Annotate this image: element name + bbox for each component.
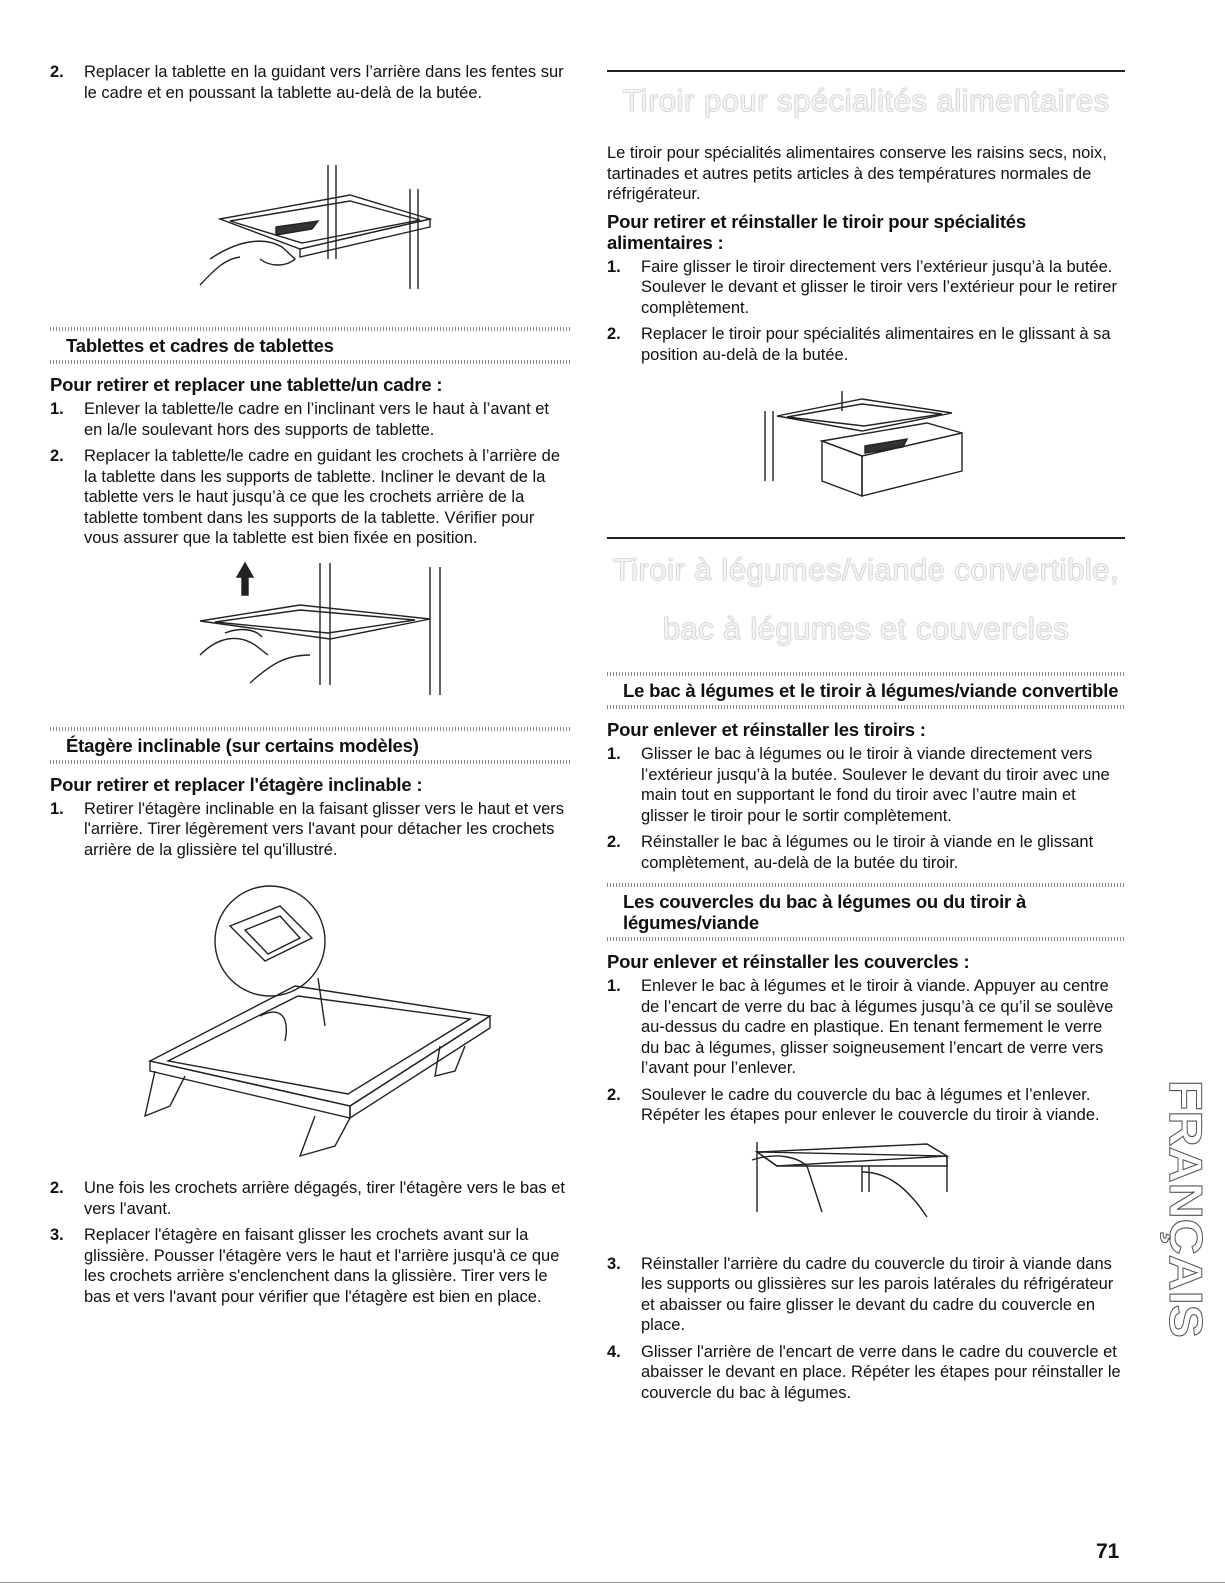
step-text: Réinstaller le bac à légumes ou le tiroir à viande en le glissant complètement, au-delà de la butée du tiroir. [641,833,1094,872]
tilt-subheading: Étagère inclinable (sur certains modèles) [66,734,419,756]
step-number: 4. [607,1342,621,1361]
list-item [607,1085,1125,1126]
step-number: 1. [50,400,64,418]
section-rule [607,70,1125,72]
shelf-tilt-illustration [50,555,570,705]
list-item [607,744,1125,826]
covers-procedure-heading: Pour enlever et réinstaller les couvercles : [607,951,970,973]
crisper-cover-illustration [607,1132,1125,1242]
section-rule [607,537,1125,539]
crisper-section-title-line2: bac à légumes et couvercles [662,611,1070,647]
step-number: 1. [607,745,621,764]
list-item [607,324,1125,365]
tilt-shelf-illustration [50,866,570,1166]
shelves-subheading: Tablettes et cadres de tablettes [66,335,334,356]
page-bottom-rule [0,1582,1225,1583]
step-number: 1. [50,799,64,818]
specialty-procedure-heading: Pour retirer et réinstaller le tiroir pour spécialités alimentaires : [607,210,1026,253]
step-number: 2. [607,1085,621,1104]
list-item [607,257,1125,319]
covers-step-list-b [607,1254,1125,1404]
hatch-divider [50,360,570,364]
step-text: Une fois les crochets arrière dégagés, tirer l'étagère vers le bas et vers l'avant. [84,1179,565,1218]
step-text: Replacer la tablette/le cadre en guidant les crochets à l’arrière de la tablette dans les supports de tablette. Incliner le devant de la tablette vers le haut jusqu’à ce que les crochets arrière de la tablette tombent dans les supports de la tablette. Vérifier pour vous assurer que la tablette est bien fixée en position. [84,447,561,547]
tilt-step-list-a [50,799,570,861]
list-item [607,1342,1125,1404]
left-column [50,62,570,1313]
step-number: 2. [607,325,621,344]
shelves-subheading-block [50,327,570,364]
step-text: Glisser le bac à légumes ou le tiroir à viande directement vers l’extérieur jusqu’à la butée. Soulever le devant du tiroir avec une main tout en supportant le fond du tiroir avec l’autre main et glisser le tiroir pour le sortir complètement. [641,745,1110,825]
step-number: 3. [607,1254,621,1273]
drawers-step-list [607,744,1125,873]
page-number: 71 [1096,1540,1120,1563]
step-number: 3. [50,1226,64,1244]
covers-subheading-block [607,883,1125,941]
step-text: Enlever le bac à légumes et le tiroir à viande. Appuyer au centre de l’encart de verre du bac à légumes jusqu’à ce qu’il se soulève au-dessus du cadre en plastique. En tenant fermement le verre du bac à légumes, glisser soigneusement l’encart de verre vers l’avant pour l’enlever. [641,977,1114,1078]
list-item [50,1225,570,1307]
list-item [50,1178,570,1219]
shelves-step-list [50,399,570,549]
step-text: Glisser l'arrière de l'encart de verre dans le cadre du couvercle et abaisser le devant en place. Répéter les étapes pour réinstaller le couvercle du bac à légumes. [641,1342,1121,1402]
list-item [50,399,570,440]
drawers-subheading: Le bac à légumes et le tiroir à légumes/viande convertible [623,680,1119,702]
list-item [50,62,570,103]
covers-step-list-a [607,976,1125,1126]
tilt-subheading-block [50,727,570,764]
tilt-procedure-heading: Pour retirer et replacer l'étagère inclinable : [50,773,423,795]
drawers-subheading-block [607,672,1125,709]
hatch-divider [607,937,1125,941]
list-item [607,976,1125,1079]
list-item [607,832,1125,873]
crisper-section-title-line1: Tiroir à légumes/viande convertible, [612,551,1120,587]
shelves-procedure-heading: Pour retirer et replacer une tablette/un cadre : [50,374,443,395]
step-text: Replacer le tiroir pour spécialités alimentaires en le glissant à sa position au-delà de la butée. [641,325,1111,364]
step-text: Retirer l'étagère inclinable en la faisant glisser vers le haut et vers l'arrière. Tirer légèrement vers l'avant pour détacher les crochets arrière de la glissière tel qu'illustré. [84,799,565,859]
right-column [607,70,1125,1409]
specialty-intro: Le tiroir pour spécialités alimentaires conserve les raisins secs, noix, tartinades et autres petits articles à des températures normales de réfrigérateur. [607,144,1107,204]
step-number: 2. [607,833,621,852]
language-side-tab [1152,1080,1212,1340]
specialty-step-list [607,257,1125,366]
step-text: Soulever le cadre du couvercle du bac à légumes et l’enlever. Répéter les étapes pour enlever le couvercle du tiroir à viande. [641,1085,1100,1125]
step-text: Enlever la tablette/le cadre en l’inclinant vers le haut à l’avant et en la/le soulevant hors des supports de tablette. [84,400,550,439]
intro-step-list [50,62,570,103]
covers-subheading: Les couvercles du bac à légumes ou du tiroir à légumes/viande [623,891,1027,934]
specialty-section-title: Tiroir pour spécialités alimentaires [622,82,1110,118]
specialty-drawer-illustration [607,371,1125,521]
step-text: Réinstaller l'arrière du cadre du couvercle du tiroir à viande dans les supports ou glissières sur les parois latérales du réfrigérateur et abaisser ou faire glisser le devant du cadre du couvercle en place. [641,1254,1114,1335]
shelf-slide-illustration [50,109,570,309]
tilt-step-list-b [50,1178,570,1307]
step-text: Faire glisser le tiroir directement vers l’extérieur jusqu’à la butée. Soulever le devant et glisser le tiroir vers l’extérieur pour le retirer complètement. [641,257,1117,317]
step-number: 2. [50,1179,64,1197]
list-item [607,1254,1125,1336]
drawers-procedure-heading: Pour enlever et réinstaller les tiroirs : [607,719,926,741]
step-number: 1. [607,977,621,996]
step-number: 1. [607,257,621,276]
step-number: 2. [50,63,64,81]
hatch-divider [50,760,570,764]
hatch-divider [607,705,1125,709]
step-number: 2. [50,447,64,465]
step-text: Replacer la tablette en la guidant vers l’arrière dans les fentes sur le cadre et en poussant la tablette au-delà de la butée. [84,63,564,102]
list-item [50,799,570,861]
step-text: Replacer l'étagère en faisant glisser les crochets avant sur la glissière. Pousser l'étagère vers le haut et l'arrière jusqu'à ce que les crochets arrière s'enclenchent dans la glissière. Tirer vers le bas et vers l'avant pour vérifier que l'étagère est bien en place. [84,1226,560,1306]
list-item [50,446,570,549]
language-side-tab-label: FRANÇAIS [1160,1080,1212,1318]
